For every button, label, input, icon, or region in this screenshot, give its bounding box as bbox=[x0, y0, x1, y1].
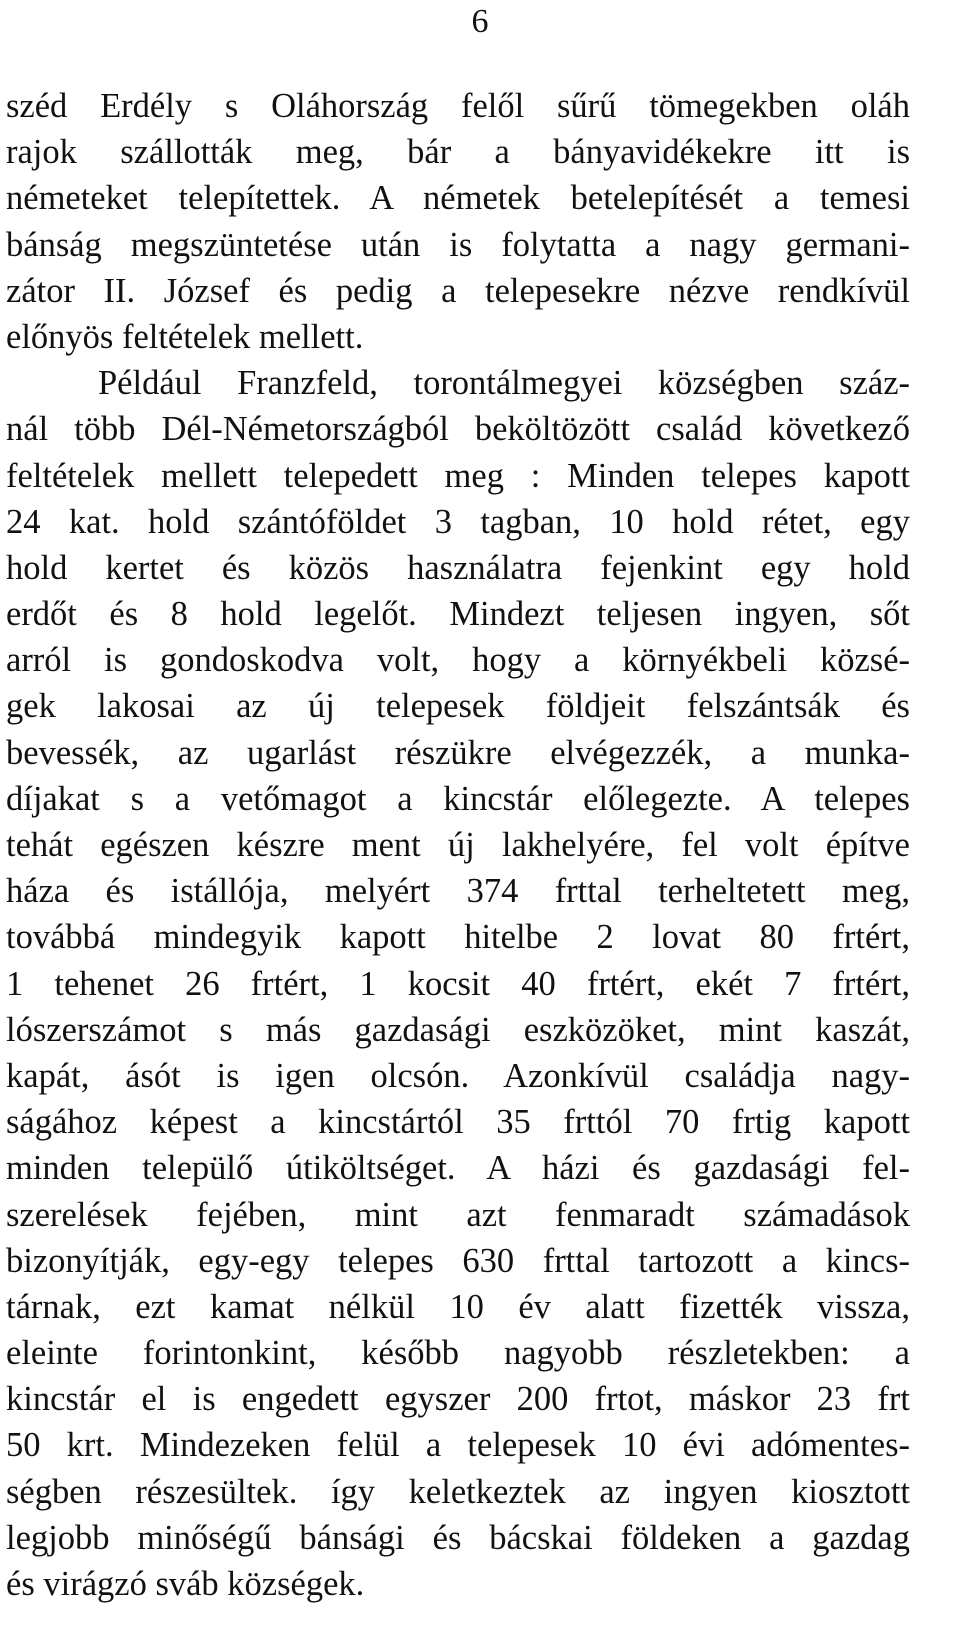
text-line: legjobb minőségű bánsági és bácskai földeken a gazdag bbox=[6, 1518, 910, 1557]
text-line: nál több Dél-Németországból beköltözött család következő bbox=[6, 410, 910, 449]
text-line: 1 tehenet 26 frtért, 1 kocsit 40 frtért, ekét 7 frtért, bbox=[6, 964, 910, 1003]
text-line: háza és istállója, melyért 374 frttal terheltetett meg, bbox=[6, 872, 910, 911]
text-line: németeket telepítettek. A németek betelepítését a temesi bbox=[6, 179, 910, 218]
text-line: 50 krt. Mindezeken felül a telepesek 10 évi adómentes- bbox=[6, 1426, 910, 1465]
page-number: 6 bbox=[471, 3, 489, 40]
text-line: minden települő útiköltséget. A házi és gazdasági fel- bbox=[6, 1149, 910, 1188]
text-line: széd Erdély s Oláhország felől sűrű tömegekben oláh bbox=[6, 87, 910, 125]
text-line: előnyös feltételek mellett. bbox=[6, 317, 364, 356]
text-line: díjakat s a vetőmagot a kincstár előlegezte. A telepes bbox=[6, 779, 910, 818]
text-line: bánság megszüntetése után is folytatta a nagy germani- bbox=[6, 225, 910, 264]
text-line: továbbá mindegyik kapott hitelbe 2 lovat 80 frtért, bbox=[6, 918, 910, 957]
text-line: rajok szállották meg, bár a bányavidékekre itt is bbox=[6, 133, 910, 172]
text-line: eleinte forintonkint, később nagyobb részletekben: a bbox=[6, 1334, 910, 1373]
text-line: bizonyítják, egy-egy telepes 630 frttal tartozott a kincs- bbox=[6, 1241, 910, 1280]
text-line: és virágzó sváb községek. bbox=[6, 1565, 365, 1603]
text-line: ségben részesültek. így keletkeztek az ingyen kiosztott bbox=[6, 1472, 910, 1511]
text-line: kincstár el is engedett egyszer 200 frtot, máskor 23 frt bbox=[6, 1380, 910, 1419]
text-line: zátor II. József és pedig a telepesekre nézve rendkívül bbox=[6, 271, 910, 310]
text-line: kapát, ásót is igen olcsón. Azonkívül családja nagy- bbox=[6, 1056, 910, 1095]
body-text bbox=[6, 83, 910, 1607]
text-line: Például Franzfeld, torontálmegyei községben száz- bbox=[98, 364, 910, 403]
text-line: lószerszámot s más gazdasági eszközöket, mint kaszát, bbox=[6, 1010, 910, 1049]
text-line: gek lakosai az új telepesek földjeit felszántsák és bbox=[6, 687, 910, 726]
text-line: ságához képest a kincstártól 35 frttól 70 frtig kapott bbox=[6, 1103, 910, 1142]
text-line: tehát egészen készre ment új lakhelyére, fel volt építve bbox=[6, 826, 910, 864]
paragraph-2 bbox=[6, 360, 910, 1607]
paragraph-1 bbox=[6, 83, 910, 360]
text-line: hold kertet és közös használatra fejenkint egy hold bbox=[6, 548, 910, 587]
text-line: arról is gondoskodva volt, hogy a környékbeli közsé- bbox=[6, 641, 910, 680]
text-line: szerelések fejében, mint azt fenmaradt számadások bbox=[6, 1195, 910, 1234]
text-line: 24 kat. hold szántóföldet 3 tagban, 10 hold rétet, egy bbox=[6, 502, 910, 541]
text-line: tárnak, ezt kamat nélkül 10 év alatt fizették vissza, bbox=[6, 1287, 910, 1326]
text-line: bevessék, az ugarlást részükre elvégezzék, a munka- bbox=[6, 733, 910, 772]
text-line: erdőt és 8 hold legelőt. Mindezt teljesen ingyen, sőt bbox=[6, 595, 910, 634]
text-line: feltételek mellett telepedett meg : Minden telepes kapott bbox=[6, 456, 910, 495]
